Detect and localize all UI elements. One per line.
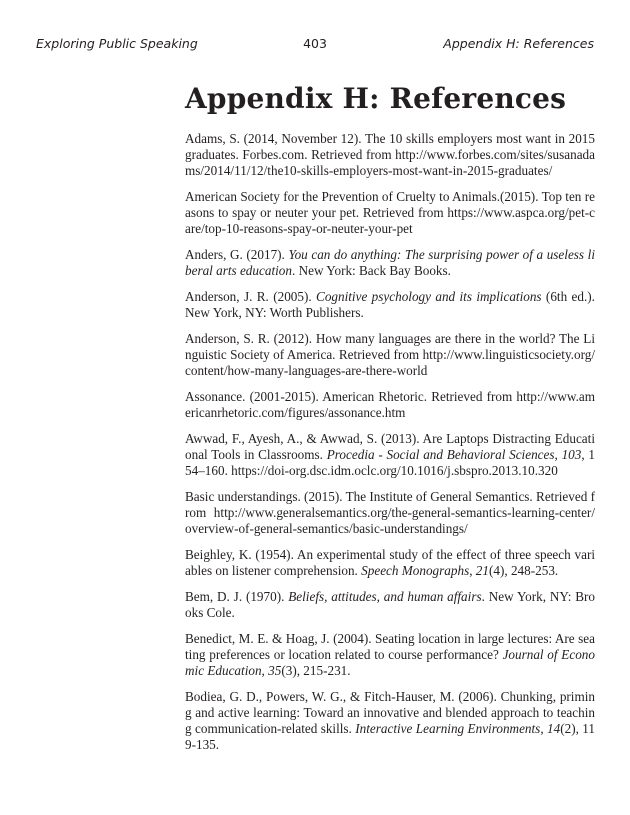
reference-list xyxy=(185,131,595,763)
reference-italic-text: 103 xyxy=(561,447,582,462)
reference-italic-text: 35 xyxy=(268,663,282,678)
reference-text: Anders, G. (2017). xyxy=(185,247,289,262)
reference-text: Assonance. (2001-2015). American Rhetoric. Retrieved from http://www.americanrhetoric.com/figures/assonance.htm xyxy=(185,389,595,420)
reference-text: Awwad, F., Ayesh, A., & Awwad, S. (2013). Are Laptops Distracting Educational Tools in Classrooms. xyxy=(185,431,595,462)
reference-text: Benedict, M. E. & Hoag, J. (2004). Seating location in large lectures: Are seating preferences or location related to course performance? xyxy=(185,631,595,662)
reference-text: Anderson, S. R. (2012). How many languages are there in the world? The Linguistic Society of America. Retrieved from http://www.linguisticsociety.org/content/how-many-languages-are-there-world xyxy=(185,331,595,378)
reference-entry xyxy=(185,331,595,379)
reference-entry xyxy=(185,131,595,179)
reference-text: . New York: Back Bay Books. xyxy=(291,263,451,278)
reference-italic-text: Speech Monographs xyxy=(361,563,470,578)
reference-text: , xyxy=(261,663,269,678)
reference-italic-text: Procedia - Social and Behavioral Sciences xyxy=(326,447,555,462)
reference-text: Bem, D. J. (1970). xyxy=(185,589,289,604)
reference-text: , xyxy=(540,721,548,736)
reference-italic-text: You can do anything: The surprising power of a useless liberal arts education xyxy=(185,247,595,278)
reference-text: (3), 215-231. xyxy=(281,663,351,678)
reference-text: , xyxy=(469,563,476,578)
reference-entry xyxy=(185,247,595,279)
reference-text: American Society for the Prevention of Cruelty to Animals.(2015). Top ten reasons to spay or neuter your pet. Retrieved from https://www.aspca.org/pet-care/top-10-reasons-spay-or-neuter-your-pet xyxy=(185,189,595,236)
reference-entry xyxy=(185,189,595,237)
reference-text: Beighley, K. (1954). An experimental study of the effect of three speech variables on listener comprehension. xyxy=(185,547,595,578)
reference-text: , 154–160. https://doi-org.dsc.idm.oclc.org/10.1016/j.sbspro.2013.10.320 xyxy=(185,447,596,478)
reference-text: Bodiea, G. D., Powers, W. G., & Fitch-Hauser, M. (2006). Chunking, priming and active learning: Toward an innovative and blended approach to teaching communication-related skills. xyxy=(185,689,595,736)
reference-entry xyxy=(185,389,595,421)
reference-italic-text: Interactive Learning Environments xyxy=(355,721,541,736)
reference-text: , xyxy=(554,447,562,462)
reference-italic-text: Journal of Economic Education xyxy=(185,647,595,678)
reference-entry xyxy=(185,289,595,321)
book-title: Exploring Public Speaking xyxy=(36,36,198,51)
reference-text: (2), 119-135. xyxy=(185,721,595,752)
page-title: Appendix H: References xyxy=(185,82,567,115)
reference-entry xyxy=(185,589,595,621)
reference-entry xyxy=(185,489,595,537)
section-title: Appendix H: References xyxy=(443,36,594,51)
reference-text: (4), 248-253. xyxy=(488,563,559,578)
reference-entry xyxy=(185,547,595,579)
running-head xyxy=(36,36,594,54)
reference-text: Anderson, J. R. (2005). xyxy=(185,289,317,304)
reference-entry xyxy=(185,431,595,479)
page-number: 403 xyxy=(303,36,327,51)
reference-italic-text: 21 xyxy=(475,563,489,578)
reference-entry xyxy=(185,689,595,753)
reference-text: Basic understandings. (2015). The Institute of General Semantics. Retrieved from http://www.generalsemantics.org/the-general-semantics-learning-center/overview-of-general-semantics/basic-understandings/ xyxy=(185,489,595,536)
reference-italic-text: Beliefs, attitudes, and human affairs xyxy=(288,589,482,604)
reference-text: (6th ed.). New York, NY: Worth Publishers. xyxy=(185,289,595,320)
reference-entry xyxy=(185,631,595,679)
reference-italic-text: Cognitive psychology and its implications xyxy=(316,289,542,304)
reference-text: . New York, NY: Brooks Cole. xyxy=(185,589,595,620)
reference-text: Adams, S. (2014, November 12). The 10 skills employers most want in 2015 graduates. Forbes.com. Retrieved from http://www.forbes.com/sites/susanadams/2014/11/12/the10-skills-employers-most-want-in-2015-graduates/ xyxy=(185,131,595,178)
reference-italic-text: 14 xyxy=(547,721,561,736)
